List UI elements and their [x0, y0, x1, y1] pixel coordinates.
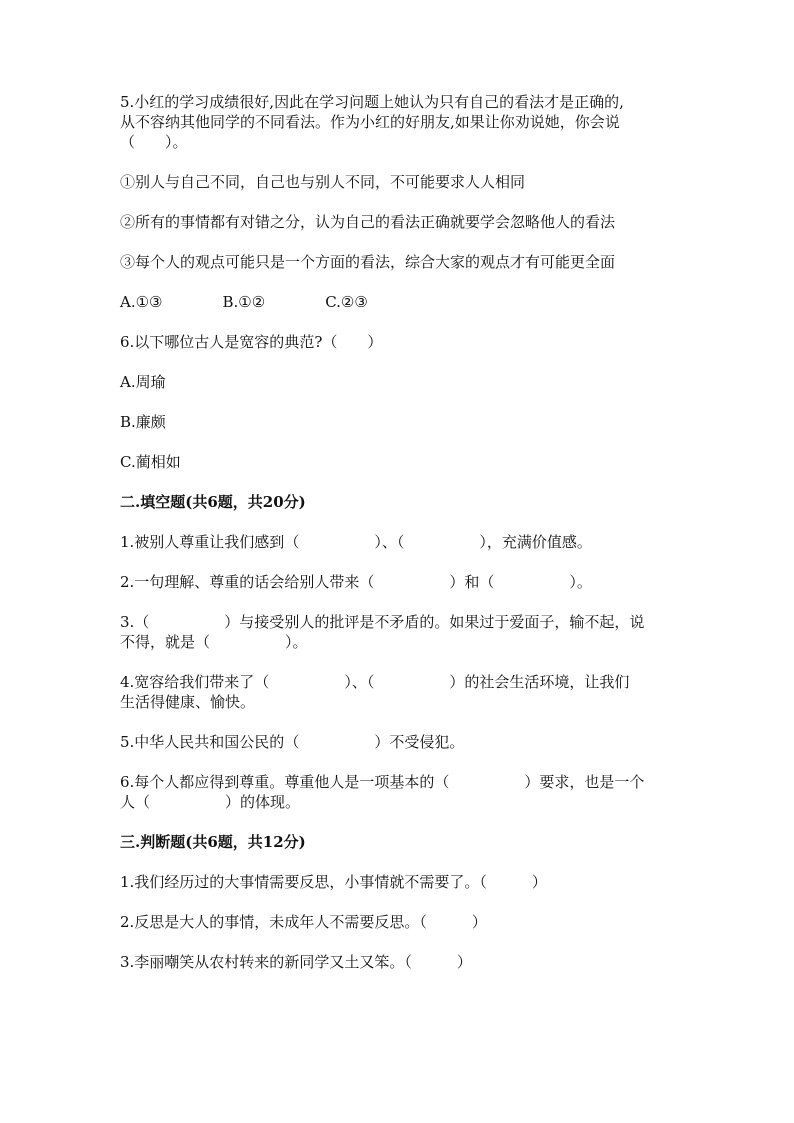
- q5-option-b: B.①②: [222, 293, 266, 311]
- q6-option-b: B.廉颇: [120, 413, 166, 431]
- section-3-title: 三.判断题(共6题，共12分): [120, 833, 306, 851]
- question-5-line-3: （ ）。: [120, 133, 188, 151]
- fill-item-3: [120, 612, 680, 652]
- fill-item-1: 1.被别人尊重让我们感到（ ）、（ ），充满价值感。: [120, 533, 592, 551]
- fill-item-4-line-2: 生活得健康、愉快。: [120, 693, 256, 711]
- question-5-line-2: 从不容纳其他同学的不同看法。作为小红的好朋友,如果让你劝说她，你会说: [120, 113, 620, 131]
- fill-item-5: 5.中华人民共和国公民的（ ）不受侵犯。: [120, 733, 465, 751]
- fill-item-6-line-2: 人（ ）的体现。: [120, 793, 301, 811]
- judge-item-2: 2.反思是大人的事情，未成年人不需要反思。（ ）: [120, 913, 487, 931]
- judge-item-1: 1.我们经历过的大事情需要反思，小事情就不需要了。（ ）: [120, 873, 547, 891]
- q5-option-c: C.②③: [325, 293, 368, 311]
- worksheet-page: [120, 92, 680, 992]
- fill-item-4-line-1: 4.宽容给我们带来了（ ）、（ ）的社会生活环境，让我们: [120, 673, 630, 691]
- question-5-line-1: 5.小红的学习成绩很好,因此在学习问题上她认为只有自己的看法才是正确的,: [120, 93, 624, 111]
- q5-choice-2: ②所有的事情都有对错之分，认为自己的看法正确就要学会忽略他人的看法: [120, 213, 616, 231]
- q5-choice-1: ①别人与自己不同，自己也与别人不同，不可能要求人人相同: [120, 173, 526, 191]
- q5-choice-3: ③每个人的观点可能只是一个方面的看法，综合大家的观点才有可能更全面: [120, 253, 616, 271]
- q6-option-a: A.周瑜: [120, 373, 166, 391]
- judge-item-3: 3.李丽嘲笑从农村转来的新同学又土又笨。（ ）: [120, 953, 472, 971]
- q5-option-a: A.①③: [120, 293, 163, 311]
- section-2-title: 二.填空题(共6题，共20分): [120, 493, 306, 511]
- fill-item-4: [120, 672, 680, 712]
- q5-options: [120, 292, 680, 312]
- fill-item-6-line-1: 6.每个人都应得到尊重。尊重他人是一项基本的（ ）要求，也是一个: [120, 773, 645, 791]
- question-5: [120, 92, 680, 152]
- question-6-stem: 6.以下哪位古人是宽容的典范?（ ）: [120, 333, 383, 351]
- fill-item-6: [120, 772, 680, 812]
- fill-item-3-line-2: 不得，就是（ ）。: [120, 633, 308, 651]
- fill-item-3-line-1: 3.（ ）与接受别人的批评是不矛盾的。如果过于爱面子，输不起，说: [120, 613, 645, 631]
- fill-item-2: 2.一句理解、尊重的话会给别人带来（ ）和（ ）。: [120, 573, 592, 591]
- q6-option-c: C.蔺相如: [120, 453, 181, 471]
